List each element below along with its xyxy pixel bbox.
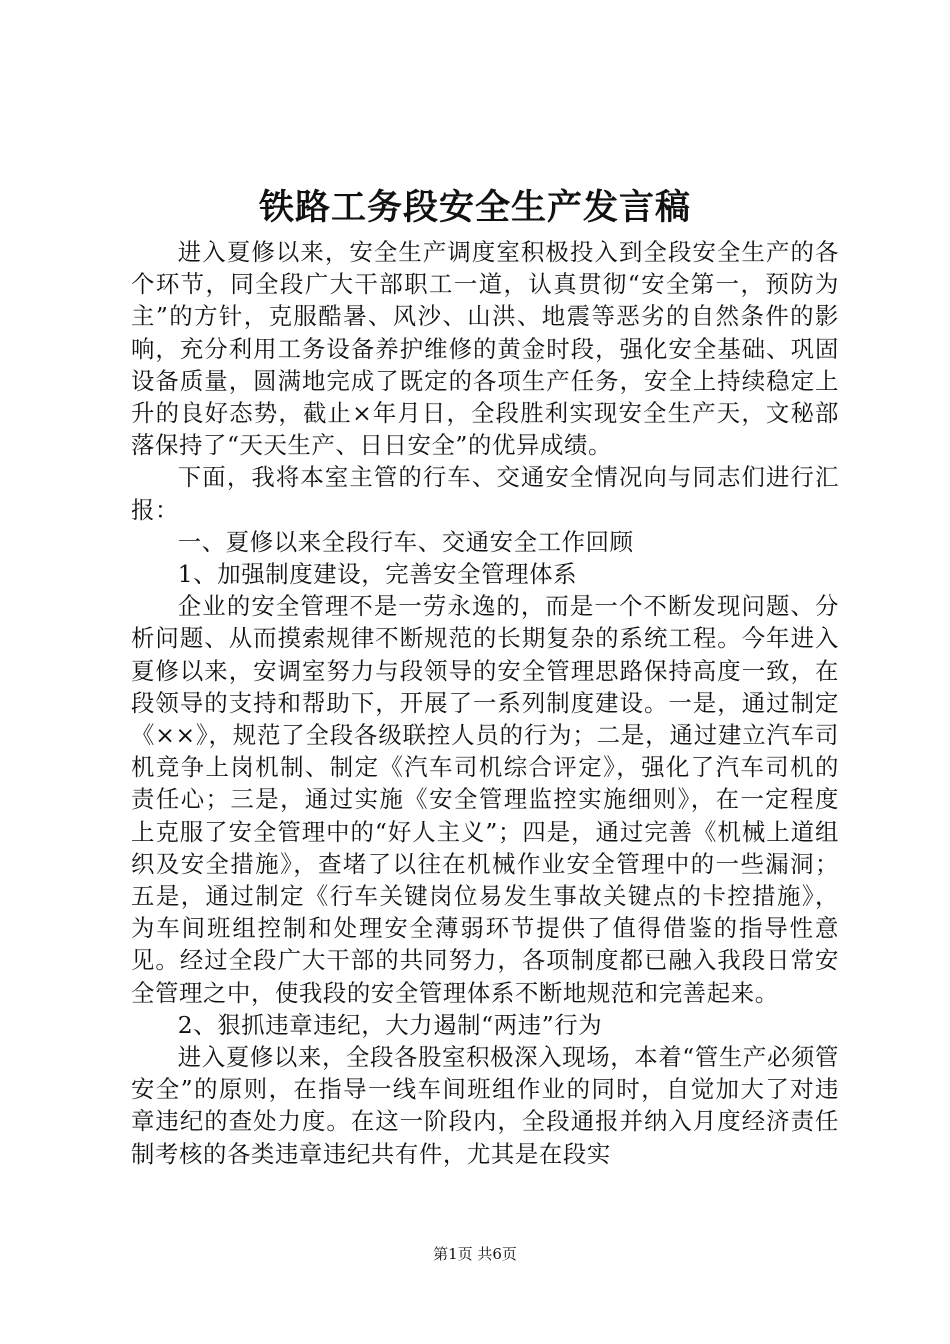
document-body [131, 236, 839, 1170]
section-heading-review: 一、夏修以来全段行车、交通安全工作回顾 [177, 527, 634, 556]
document-title: 铁路工务段安全生产发言稿 [258, 187, 691, 228]
page-footer: 第1页 共6页 [433, 1245, 517, 1263]
subheading-violations: 2、狠抓违章违纪，大力遏制“两违”行为 [177, 1010, 603, 1039]
paragraph-report-lead: 下面，我将本室主管的行车、交通安全情况向与同志们进行汇报： [131, 463, 839, 524]
paragraph-system-building: 企业的安全管理不是一劳永逸的，而是一个不断发现问题、分析问题、从而摸索规律不断规范的长期复杂的系统工程。今年进入夏修以来，安调室努力与段领导的安全管理思路保持高度一致，在段领导的支持和帮助下，开展了一系列制度建设。一是，通过制定《××》，规范了全段各级联控人员的行为；二是，通过建立汽车司机竞争上岗机制、制定《汽车司机综合评定》，强化了汽车司机的责任心；三是，通过实施《安全管理监控实施细则》，在一定程度上克服了安全管理中的“好人主义”；四是，通过完善《机械上道组织及安全措施》，查堵了以往在机械作业安全管理中的一些漏洞；五是，通过制定《行车关键岗位易发生事故关键点的卡控措施》，为车间班组控制和处理安全薄弱环节提供了值得借鉴的指导性意见。经过全段广大干部的共同努力，各项制度都已融入我段日常安全管理之中，使我段的安全管理体系不断地规范和完善起来。 [131, 592, 839, 1007]
paragraph-intro: 进入夏修以来，安全生产调度室积极投入到全段安全生产的各个环节，同全段广大干部职工一道，认真贯彻“安全第一，预防为主”的方针，克服酷暑、风沙、山洪、地震等恶劣的自然条件的影响，充分利用工务设备养护维修的黄金时段，强化安全基础、巩固设备质量，圆满地完成了既定的各项生产任务，安全上持续稳定上升的良好态势，截止×年月日，全段胜利实现安全生产天，文秘部落保持了“天天生产、日日安全”的优异成绩。 [131, 238, 839, 460]
subheading-system-building: 1、加强制度建设，完善安全管理体系 [177, 560, 578, 589]
paragraph-violations: 进入夏修以来，全段各股室积极深入现场，本着“管生产必须管安全”的原则，在指导一线车间班组作业的同时，自觉加大了对违章违纪的查处力度。在这一阶段内，全段通报并纳入月度经济责任制考核的各类违章违纪共有件，尤其是在段实 [131, 1043, 839, 1168]
